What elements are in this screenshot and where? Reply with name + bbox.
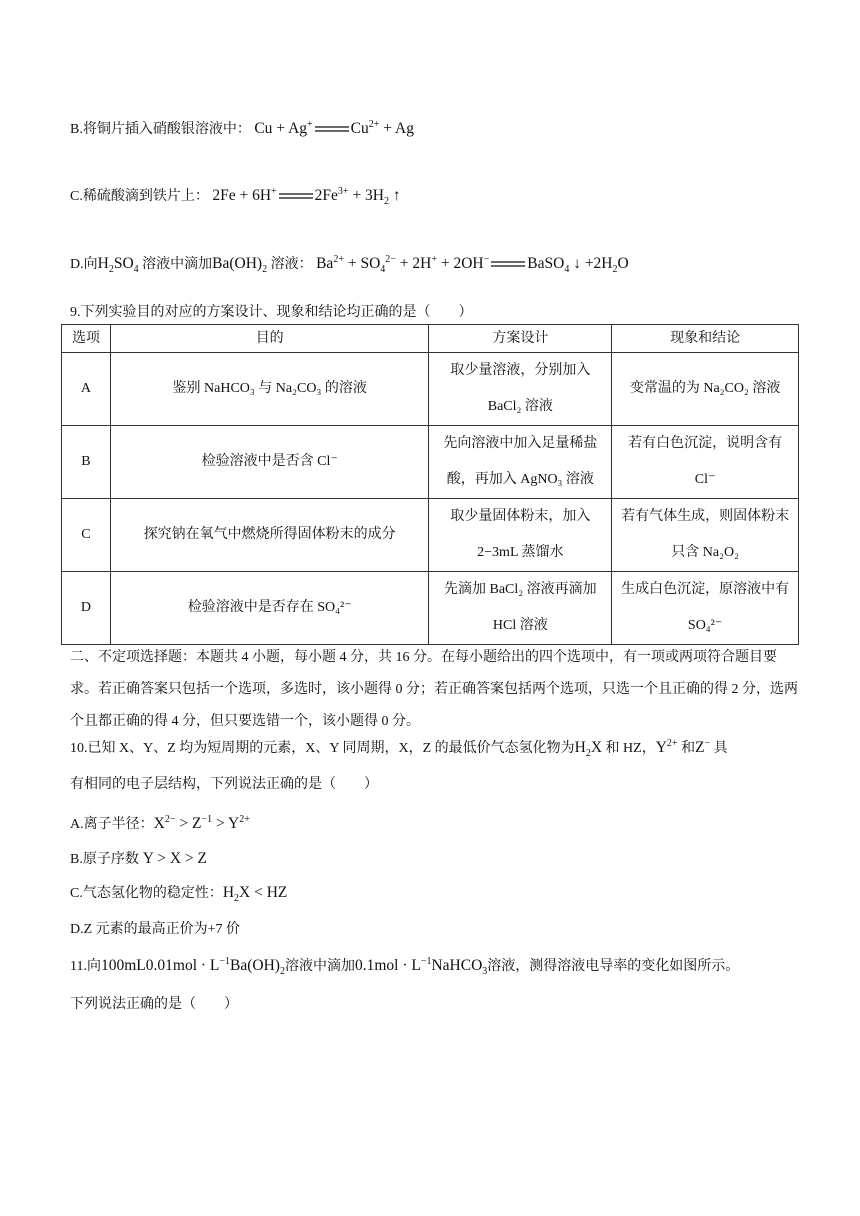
q10-stem: 10.已知 X、Y、Z 均为短周期的元素，X、Y 同周期，X，Z 的最低价气态氢化物为$H_2X$ 和 HZ，$Y^{2+}$ 和Z− 具 bbox=[70, 737, 728, 760]
q10-option-c: C.气态氢化物的稳定性：$H_2X$ < HZ bbox=[70, 884, 288, 905]
equation-b: Cu + Ag+ $Cu^{2+} + Ag$ bbox=[254, 118, 414, 137]
q10-option-d: D.Z 元素的最高正价为+7 价 bbox=[70, 922, 241, 937]
equation-c: 2Fe + 6H+ $2Fe^{3+} + 3H_2$ ↑ bbox=[212, 185, 401, 208]
section-2-instructions: 二、不定项选择题：本题共 4 小题，每小题 4 分，共 16 分。在每小题给出的四个选项中，有一项或两项符合题目要求。若正确答案只包括一个选项，多选时，该小题得 0 分；若正确答案包括两个选项，只选一个且正确的得 2 分，选两个且都正确的得 4 分，但只要选错一个，该小题得 0 分。 bbox=[70, 650, 798, 729]
table-header-row: 选项 目的 方案设计 现象和结论 bbox=[62, 325, 799, 353]
table-row: B 检验溶液中是否含 Cl⁻ 先向溶液中加入足量稀盐酸，再加入 AgNO₃ 溶液 若有白色沉淀，说明含有 Cl⁻ bbox=[62, 426, 799, 499]
q10-option-a: A.离子半径：$X^{2-} > Z^{-1} > Y^{2+}$ bbox=[70, 813, 250, 832]
q8-option-c: C.稀硫酸滴到铁片上： 2Fe + 6H+ $2Fe^{3+} + 3H_2$ ↑ bbox=[70, 185, 401, 208]
equals-sign-icon bbox=[315, 125, 349, 133]
q11-stem: 11.向$100mL0.01mol \cdot L^{-1}Ba(OH)_2$溶液中滴加$0.1mol \cdot L^{-1}NaHCO_3$溶液，测得溶液电导率的变化如图所示。 bbox=[70, 955, 740, 978]
table-row: C 探究钠在氧气中燃烧所得固体粉末的成分 取少量固体粉末，加入 2−3mL 蒸馏水 若有气体生成，则固体粉末只含 Na₂O₂ bbox=[62, 499, 799, 572]
q11-stem-line2: 下列说法正确的是（ ） bbox=[70, 997, 238, 1012]
q8-option-d: D.向$H_2SO_4$ 溶液中滴加$Ba(OH)_2$ 溶液： $Ba^{2+} + SO_4^{2-} + 2H^+ + 2OH^-$ BaSO$_4$ ↓ $+2H_2O$ bbox=[70, 253, 629, 276]
q10-option-b: B.原子序数 Y > X > Z bbox=[70, 850, 207, 867]
q8-option-b: B.将铜片插入硝酸银溶液中： Cu + Ag+ $Cu^{2+} + Ag$ bbox=[70, 118, 414, 137]
q10-stem-line2: 有相同的电子层结构，下列说法正确的是（ ） bbox=[70, 777, 378, 792]
equals-sign-icon bbox=[491, 260, 525, 268]
table-row: D 检验溶液中是否存在 SO₄²⁻ 先滴加 BaCl₂ 溶液再滴加 HCl 溶液 生成白色沉淀，原溶液中有 SO₄²⁻ bbox=[62, 572, 799, 645]
equals-sign-icon bbox=[279, 192, 313, 200]
table-row: A 鉴别 NaHCO₃ 与 Na₂CO₃ 的溶液 取少量溶液，分别加入 BaCl₂ 溶液 变常温的为 Na₂CO₂ 溶液 bbox=[62, 353, 799, 426]
equation-d: $Ba^{2+} + SO_4^{2-} + 2H^+ + 2OH^-$ BaSO$_4$ ↓ $+2H_2O$ bbox=[316, 253, 629, 276]
q9-stem: 9.下列实验目的对应的方案设计、现象和结论均正确的是（ ） bbox=[70, 305, 473, 320]
q9-table bbox=[61, 324, 799, 645]
